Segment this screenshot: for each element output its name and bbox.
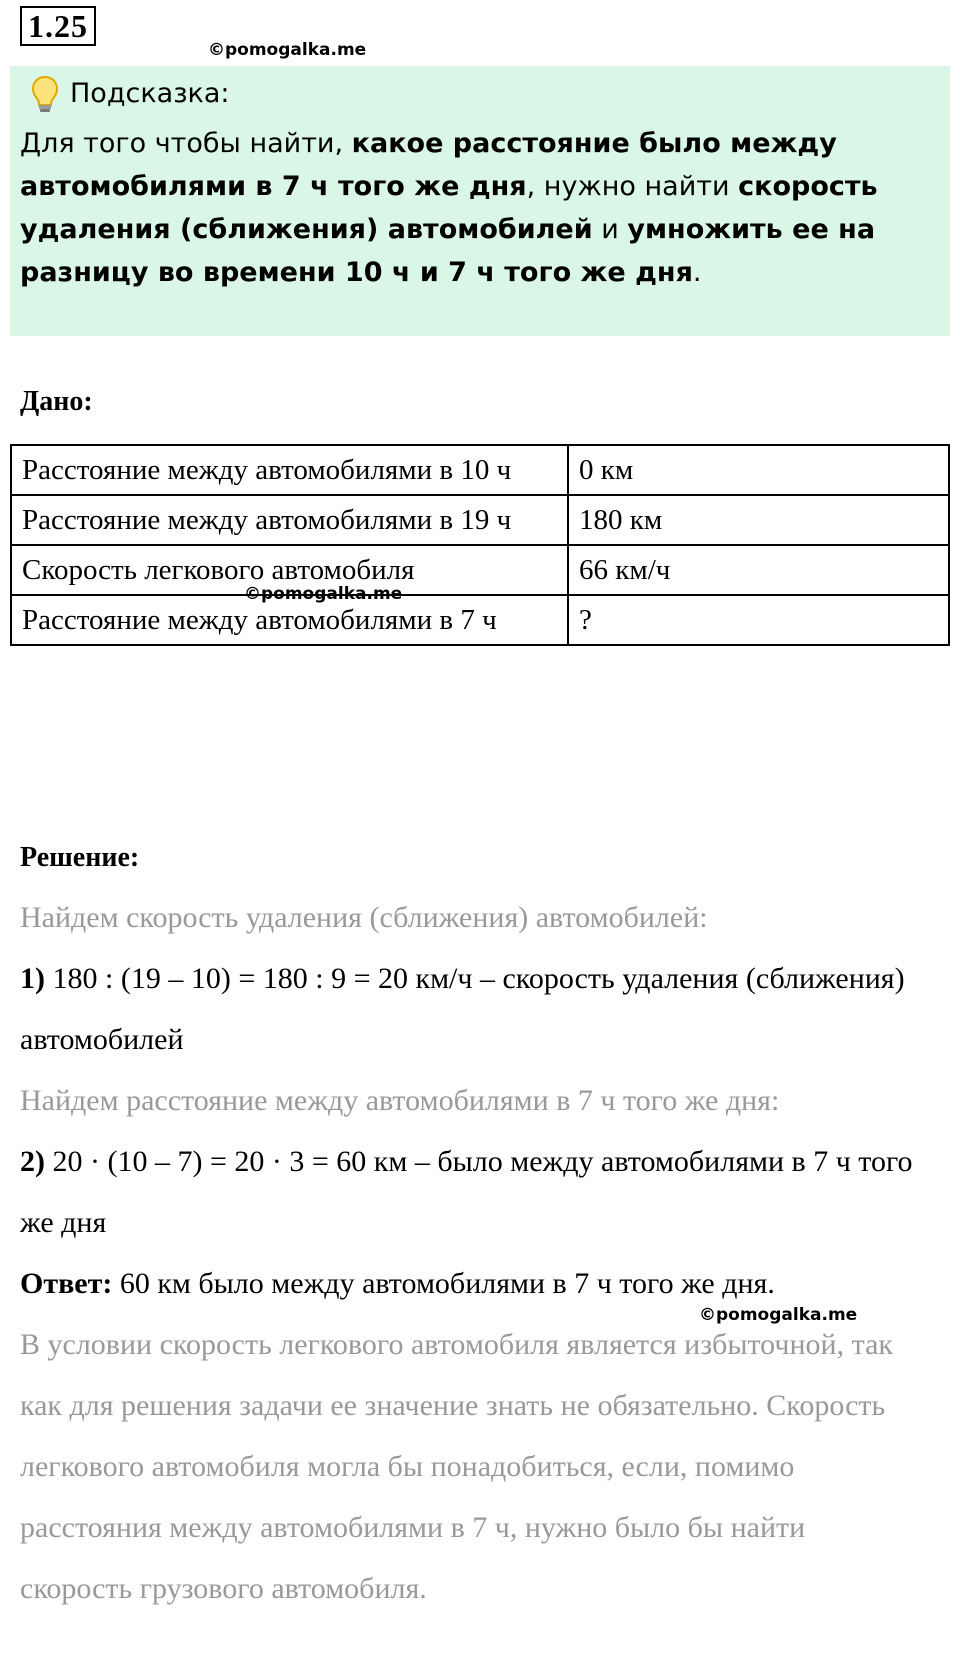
given-label: Расстояние между автомобилями в 19 ч (11, 495, 568, 545)
lightbulb-icon (30, 74, 60, 114)
answer-text: 60 км было между автомобилями в 7 ч того же дня. (112, 1267, 775, 1300)
hint-text-4: . (692, 257, 702, 288)
table-row (11, 445, 949, 495)
hint-title: Подсказка: (70, 78, 230, 109)
given-table (10, 444, 950, 646)
table-row (11, 495, 949, 545)
step2-number: 2) (20, 1145, 45, 1178)
table-row (11, 595, 949, 645)
answer-label: Ответ: (20, 1267, 113, 1300)
hint-bold-2: скорость удаления (сближения) автомобилей (20, 171, 878, 245)
hint-header (30, 74, 230, 114)
solution-title: Решение: (20, 842, 140, 873)
given-label: Расстояние между автомобилями в 10 ч (11, 445, 568, 495)
step1-line (20, 948, 940, 1070)
given-value: ? (568, 595, 949, 645)
watermark: ©pomogalka.me (244, 584, 403, 604)
hint-bold-3: умножить ее на разницу во времени 10 ч и 7 ч того же дня (20, 214, 876, 288)
hint-box (10, 66, 950, 336)
given-label: Расстояние между автомобилями в 7 ч (11, 595, 568, 645)
step1-number: 1) (20, 962, 45, 995)
step2-text: 20 · (10 – 7) = 20 · 3 = 60 км – было между автомобилями в 7 ч того же дня (20, 1145, 913, 1239)
step1-text: 180 : (19 – 10) = 180 : 9 = 20 км/ч – скорость удаления (сближения) автомобилей (20, 962, 905, 1056)
given-label: Скорость легкового автомобиля (11, 545, 568, 595)
hint-bold-1: какое расстояние было между автомобилями в 7 ч того же дня (20, 128, 837, 202)
given-value: 66 км/ч (568, 545, 949, 595)
solution-note: В условии скорость легкового автомобиля является избыточной, так как для решения задачи ее значение знать не обязательно. Скорость легкового автомобиля могла бы понадобиться, если, помимо расстояния между автомобилями в 7 ч, нужно было бы найти скорость грузового автомобиля. (20, 1328, 893, 1605)
watermark: ©pomogalka.me (208, 40, 367, 60)
table-row (11, 545, 949, 595)
step2-intro: Найдем расстояние между автомобилями в 7 ч того же дня: (20, 1084, 780, 1117)
step1-intro: Найдем скорость удаления (сближения) автомобилей: (20, 901, 708, 934)
hint-text-3: и (592, 214, 628, 245)
given-value: 180 км (568, 495, 949, 545)
task-number: 1.25 (20, 6, 96, 46)
hint-text-2: , нужно найти (526, 171, 739, 202)
hint-text-1: Для того чтобы найти (20, 128, 335, 159)
hint-sep-1: , (334, 128, 352, 159)
watermark: ©pomogalka.me (699, 1305, 858, 1325)
given-title: Дано: (20, 386, 93, 417)
given-value: 0 км (568, 445, 949, 495)
hint-text (20, 122, 930, 294)
step2-line (20, 1131, 940, 1253)
